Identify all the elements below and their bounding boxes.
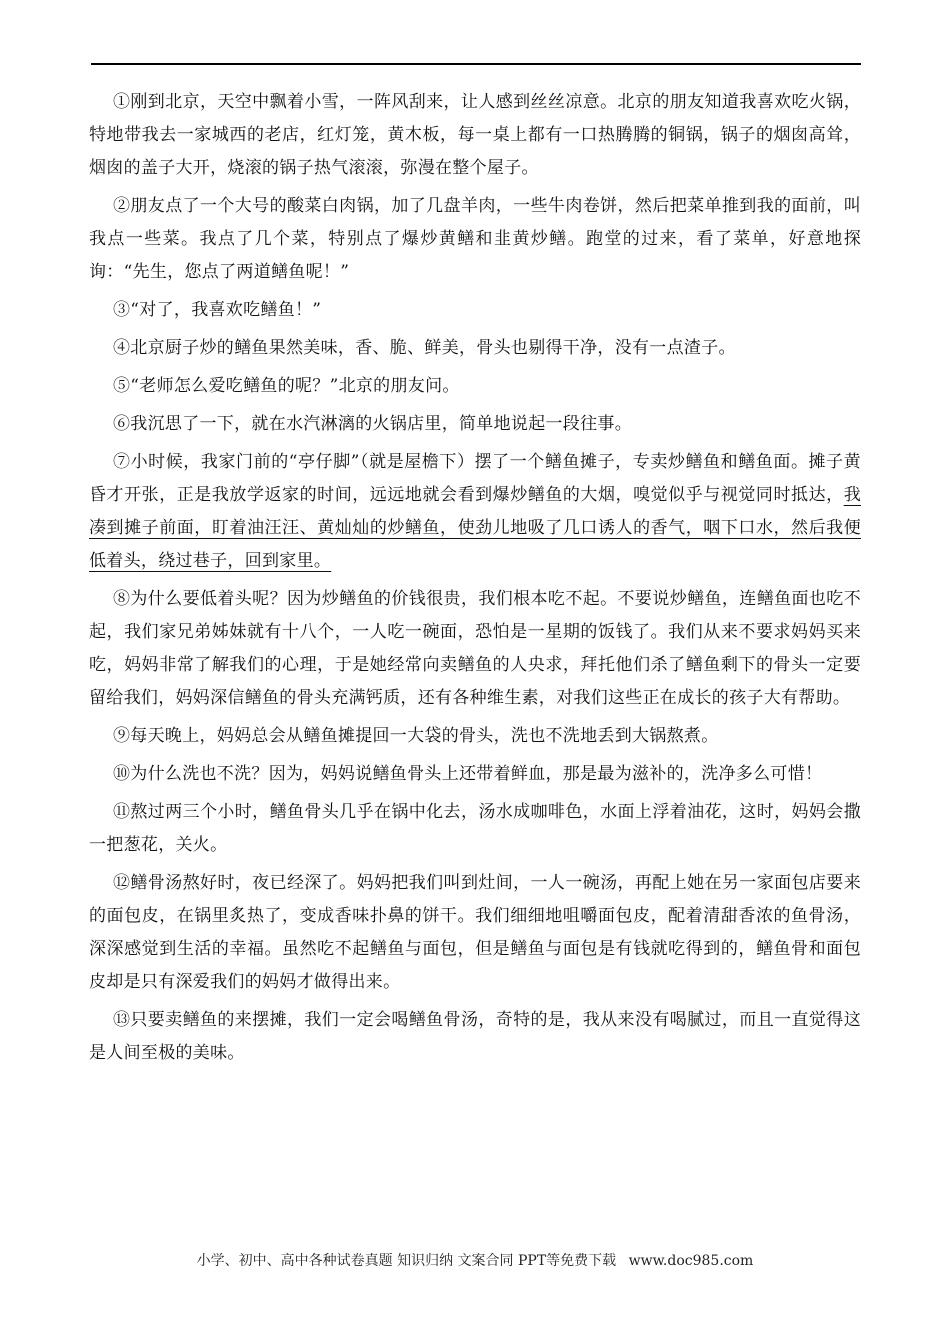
paragraph-5: ⑤“老师怎么爱吃鳝鱼的呢？”北京的朋友问。 (113, 376, 460, 396)
paragraph-1: ①刚到北京，天空中飘着小雪，一阵风刮来，让人感到丝丝凉意。北京的朋友知道我喜欢吃火锅，特地带我去一家城西的老店，红灯笼，黄木板，每一桌上都有一口热腾腾的铜锅，锅子的烟囱高耸，烟囱的盖子大开，烧滚的锅子热气滚滚，弥漫在整个屋子。 (89, 92, 861, 178)
paragraph-2: ②朋友点了一个大号的酸菜白肉锅，加了几盘羊肉，一些牛肉卷饼，然后把菜单推到我的面前，叫我点一些菜。我点了几个菜，特别点了爆炒黄鳝和韭黄炒鳝。跑堂的过来，看了菜单，好意地探询：“先生，您点了两道鳝鱼呢！” (89, 196, 861, 282)
paragraph-7 (89, 446, 861, 578)
paragraph-9: ⑨每天晚上，妈妈总会从鳝鱼摊提回一大袋的骨头，洗也不洗地丢到大锅熬煮。 (113, 726, 719, 746)
footer-link[interactable]: www.doc985.com (628, 1253, 754, 1269)
document-body (89, 86, 861, 1075)
underlined-sentence: 我凑到摊子前面，盯着油汪汪、黄灿灿的炒鳝鱼，使劲儿地吸了几口诱人的香气，咽下口水，然后我便低着头，绕过巷子，回到家里。 (89, 485, 861, 571)
paragraph-13: ⑬只要卖鳝鱼的来摆摊，我们一定会喝鳝鱼骨汤，奇特的是，我从来没有喝腻过，而且一直觉得这是人间至极的美味。 (89, 1010, 861, 1063)
paragraph-12: ⑫鳝骨汤熬好时，夜已经深了。妈妈把我们叫到灶间，一人一碗汤，再配上她在另一家面包店要来的面包皮，在锅里炙热了，变成香味扑鼻的饼干。我们细细地咀嚼面包皮，配着清甜香浓的鱼骨汤，深深感觉到生活的幸福。虽然吃不起鳝鱼与面包，但是鳝鱼与面包是有钱就吃得到的，鳝鱼骨和面包皮却是只有深爱我们的妈妈才做得出来。 (89, 873, 861, 992)
paragraph-11: ⑪熬过两三个小时，鳝鱼骨头几乎在锅中化去，汤水成咖啡色，水面上浮着油花，这时，妈妈会撒一把葱花，关火。 (89, 802, 861, 855)
paragraph-6: ⑥我沉思了一下，就在水汽淋漓的火锅店里，简单地说起一段往事。 (113, 414, 632, 434)
header-rule (91, 63, 861, 65)
paragraph-8: ⑧为什么要低着头呢？因为炒鳝鱼的价钱很贵，我们根本吃不起。不要说炒鳝鱼，连鳝鱼面也吃不起，我们家兄弟姊妹就有十八个，一人吃一碗面，恐怕是一星期的饭钱了。我们从来不要求妈妈买来吃，妈妈非常了解我们的心理，于是她经常向卖鳝鱼的人央求，拜托他们杀了鳝鱼剩下的骨头一定要留给我们，妈妈深信鳝鱼的骨头充满钙质，还有各种维生素，对我们这些正在成长的孩子大有帮助。 (89, 589, 861, 708)
paragraph-10: ⑩为什么洗也不洗？因为，妈妈说鳝鱼骨头上还带着鲜血，那是最为滋补的，洗净多么可惜！ (113, 764, 823, 784)
page-footer (0, 1250, 950, 1270)
paragraph-4: ④北京厨子炒的鳝鱼果然美味，香、脆、鲜美，骨头也剔得干净，没有一点渣子。 (113, 338, 736, 358)
paragraph-3: ③“对了，我喜欢吃鳝鱼！” (113, 300, 322, 320)
footer-text: 小学、初中、高中各种试卷真题 知识归纳 文案合同 PPT等免费下载 (196, 1253, 617, 1269)
paragraph-7-text: ⑦小时候，我家门前的“亭仔脚”（就是屋檐下）摆了一个鳝鱼摊子，专卖炒鳝鱼和鳝鱼面。摊子黄昏才开张，正是我放学返家的时间，远远地就会看到爆炒鳝鱼的大烟，嗅觉似乎与视觉同时抵达， (89, 452, 861, 505)
